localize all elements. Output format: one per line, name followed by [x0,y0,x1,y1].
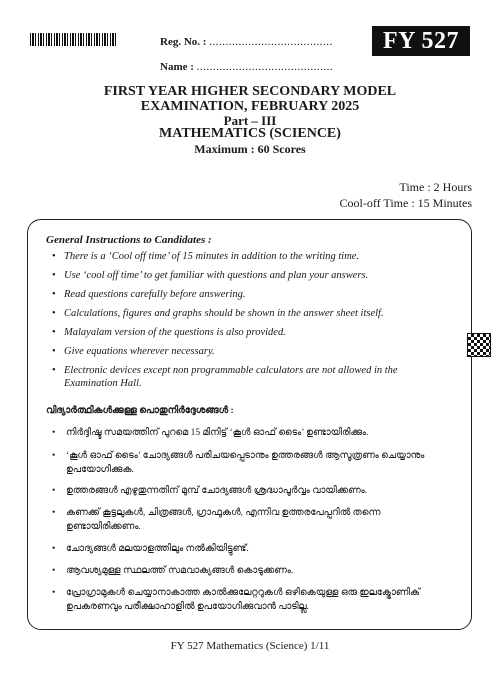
time-duration: Time : 2 Hours [399,180,472,194]
malayalam-text: ‘കൂൾ ഓഫ് ടൈം’ ചോദ്യങ്ങൾ പരിചയപ്പെടാനും ഉത്തരങ്ങൾ ആസൂത്രണം ചെയ്യാനും ഉപയോഗിക്കുക. [66,451,425,475]
cool-off-time: Cool-off Time : 15 Minutes [339,196,472,210]
malayalam-text: നിർദ്ദിഷ്ട സമയത്തിന് പുറമെ 15 മിനിട്ട് ‘കൂൾ ഓഫ് ടൈം’ ഉണ്ടായിരിക്കും. [66,428,369,438]
malayalam-item [52,449,452,477]
bullet-icon: • [52,544,56,554]
name-field [160,61,333,73]
bullet-icon: • [52,308,56,319]
instruction-text: Use ‘cool off time’ to get familiar with questions and plan your answers. [64,270,369,281]
instruction-text: Electronic devices except non programmable calculators are not allowed in the Examination Hall. [64,365,398,389]
malayalam-item [52,586,452,614]
bullet-icon: • [52,365,56,376]
bullet-icon: • [52,251,56,262]
malayalam-item [52,564,452,578]
instruction-text: Give equations wherever necessary. [64,346,215,357]
instruction-item [52,307,452,320]
malayalam-text: ചോദ്യങ്ങൾ മലയാളത്തിലും നൽകിയിട്ടുണ്ട്. [66,544,249,554]
reg-no-label: Reg. No. : [160,36,207,48]
malayalam-item [52,542,452,556]
exam-title-line1: FIRST YEAR HIGHER SECONDARY MODEL [103,84,397,99]
instructions-list [52,250,452,396]
malayalam-item [52,484,452,498]
malayalam-item [52,426,452,440]
bullet-icon: • [52,508,56,518]
instruction-text: Calculations, figures and graphs should be shown in the answer sheet itself. [64,308,384,319]
exam-subject: MATHEMATICS (SCIENCE) [159,126,341,141]
bullet-icon: • [52,486,56,496]
instruction-item [52,364,452,390]
malayalam-instructions-list [52,426,452,614]
malayalam-text: ഉത്തരങ്ങൾ എഴുതുന്നതിന് മുമ്പ് ചോദ്യങ്ങൾ ശ്രദ്ധാപൂർവ്വം വായിക്കണം. [66,486,368,496]
paper-code: FY 527 [372,26,470,56]
bullet-icon: • [52,428,56,438]
malayalam-text: പ്രോഗ്രാമുകൾ ചെയ്യാനാകാത്ത കാൽക്കുലേറ്ററുകൾ ഒഴികെയുള്ള ഒരു ഇലക്ട്രോണിക് ഉപകരണവും പരീക്ഷാഹാളിൽ ഉപയോഗിക്കുവാൻ പാടില്ല. [66,588,420,612]
bullet-icon: • [52,451,56,461]
max-score: Maximum : 60 Scores [194,142,306,156]
bullet-icon: • [52,588,56,598]
page-footer: FY 527 Mathematics (Science) 1/11 [170,640,330,652]
instruction-item [52,269,452,282]
exam-part: Part – III [223,113,277,128]
barcode [30,33,118,46]
bullet-icon: • [52,270,56,281]
malayalam-text: കണക്ക് കൂട്ടലുകൾ, ചിത്രങ്ങൾ, ഗ്രാഫുകൾ, എന്നിവ ഉത്തരപേപ്പറിൽ തന്നെ ഉണ്ടായിരിക്കണം. [66,508,381,532]
bullet-icon: • [52,346,56,357]
reg-no-blank: ...................................... [209,36,333,48]
instruction-item [52,288,452,301]
instruction-text: There is a ‘Cool off time’ of 15 minutes in addition to the writing time. [64,251,360,262]
reg-no-field [160,36,333,48]
name-blank: .......................................... [196,61,334,73]
instruction-item [52,345,452,358]
instruction-text: Malayalam version of the questions is also provided. [64,327,286,338]
instructions-title: General Instructions to Candidates : [46,234,212,246]
malayalam-item [52,506,452,534]
instruction-text: Read questions carefully before answering. [64,289,246,300]
exam-title-line2: EXAMINATION, FEBRUARY 2025 [140,99,360,114]
malayalam-text: ആവശ്യമുള്ള സ്ഥലത്ത് സമവാക്യങ്ങൾ കൊടുക്കണം. [66,566,294,576]
bullet-icon: • [52,566,56,576]
instruction-item [52,250,452,263]
qr-code [467,333,491,357]
bullet-icon: • [52,327,56,338]
malayalam-instructions-title: വിദ്യാർത്ഥികൾക്കുള്ള പൊതുനിർദ്ദേശങ്ങൾ : [46,406,234,416]
name-label: Name : [160,61,194,73]
bullet-icon: • [52,289,56,300]
instruction-item [52,326,452,339]
